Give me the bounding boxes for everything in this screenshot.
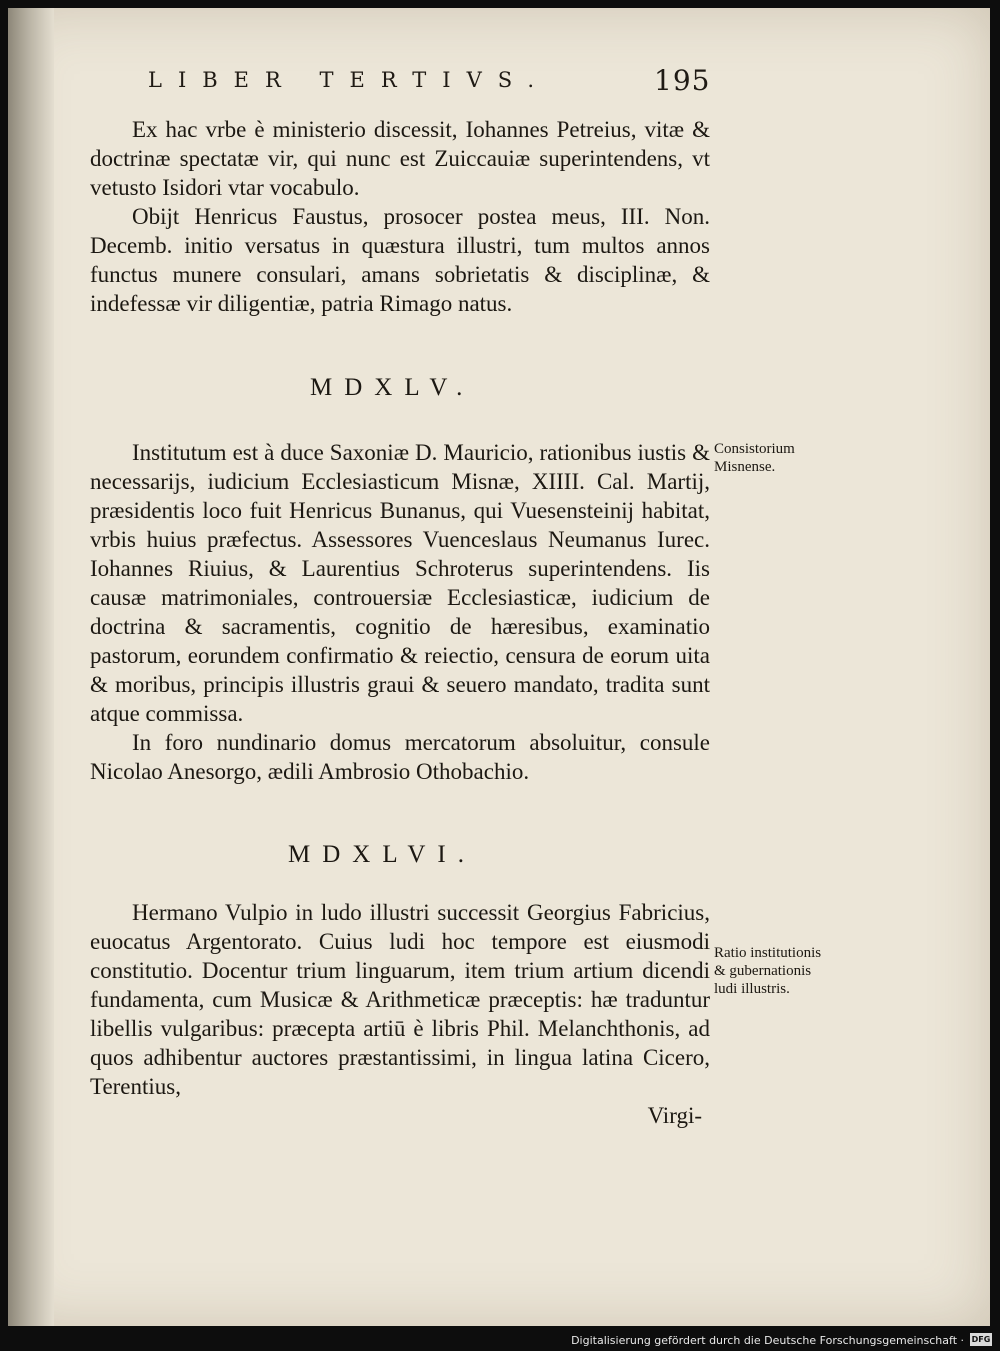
paragraph-fabricius: Hermano Vulpio in ludo illustri successit Georgius Fabricius, euocatus Argentorato. Cuius ludi hoc tempore est eiusmodi constitutio. Docentur trium linguarum, item trium artium dicendi fundamenta, cum Musicæ & Arithmeticæ præceptis: hæ traduntur libellis vulgaribus: præcepta artiū è libris Phil. Melanchthonis, ad quos adhibentur auctores præstantissimi, in lingua latina Cicero, Terentius,	[90, 900, 710, 1099]
paragraph-domus-mercatorum: In foro nundinario domus mercatorum absoluitur, consule Nicolao Anesorgo, ædili Ambrosio Othobachio.	[90, 730, 710, 784]
page-number: 195	[654, 64, 711, 97]
page-gutter-shadow	[8, 8, 54, 1326]
margin-note-ratio: Ratio institutionis & gubernationis ludi illustris.	[714, 945, 822, 997]
paragraph-faustus: Obijt Henricus Faustus, prosocer postea meus, III. Non. Decemb. initio versatus in quæstura illustri, tum multos annos functus munere consulari, amans sobrietatis & disciplinæ, & indefessæ vir diligentiæ, patria Rimago natus.	[90, 204, 710, 316]
year-heading-1545: MDXLV.	[310, 374, 475, 401]
book-page	[8, 8, 990, 1326]
text-block-1	[90, 115, 710, 318]
text-block-3	[90, 898, 710, 1130]
digitization-credit: Digitalisierung gefördert durch die Deutsche Forschungsgemeinschaft ·	[571, 1334, 964, 1347]
running-title: LIBER TERTIVS.	[148, 68, 551, 92]
paragraph-petreius: Ex hac vrbe è ministerio discessit, Iohannes Petreius, vitæ & doctrinæ spectatæ vir, qui nunc est Zuiccauiæ superintendens, vt vetusto Isidori vtar vocabulo.	[90, 117, 710, 200]
dfg-logo: DFG	[971, 1335, 991, 1344]
year-heading-1546: MDXLVI.	[288, 841, 476, 868]
text-block-2	[90, 438, 710, 786]
margin-note-consistorium: Consistorium Misnense.	[714, 441, 795, 475]
paragraph-consistorium: Institutum est à duce Saxoniæ D. Mauricio, rationibus iustis & necessarijs, iudicium Ecclesiasticum Misnæ, XIIII. Cal. Martij, præsidentis loco fuit Henricus Bunanus, qui Vuesensteinij habitat, vrbis huius præfectus. Assessores Vuenceslaus Neumanus Iurec. Iohannes Riuius, & Laurentius Schroterus superintendens. Iis causæ matrimoniales, controuersiæ Ecclesiasticæ, iudicium de doctrina & sacramentis, cognitio de hæresibus, examinatio pastorum, eorundem confirmatio & reiectio, censura de eorum uita & moribus, principis illustris graui & seuero mandato, tradita sunt atque commissa.	[90, 440, 710, 726]
catchword: Virgi-	[647, 1103, 702, 1128]
